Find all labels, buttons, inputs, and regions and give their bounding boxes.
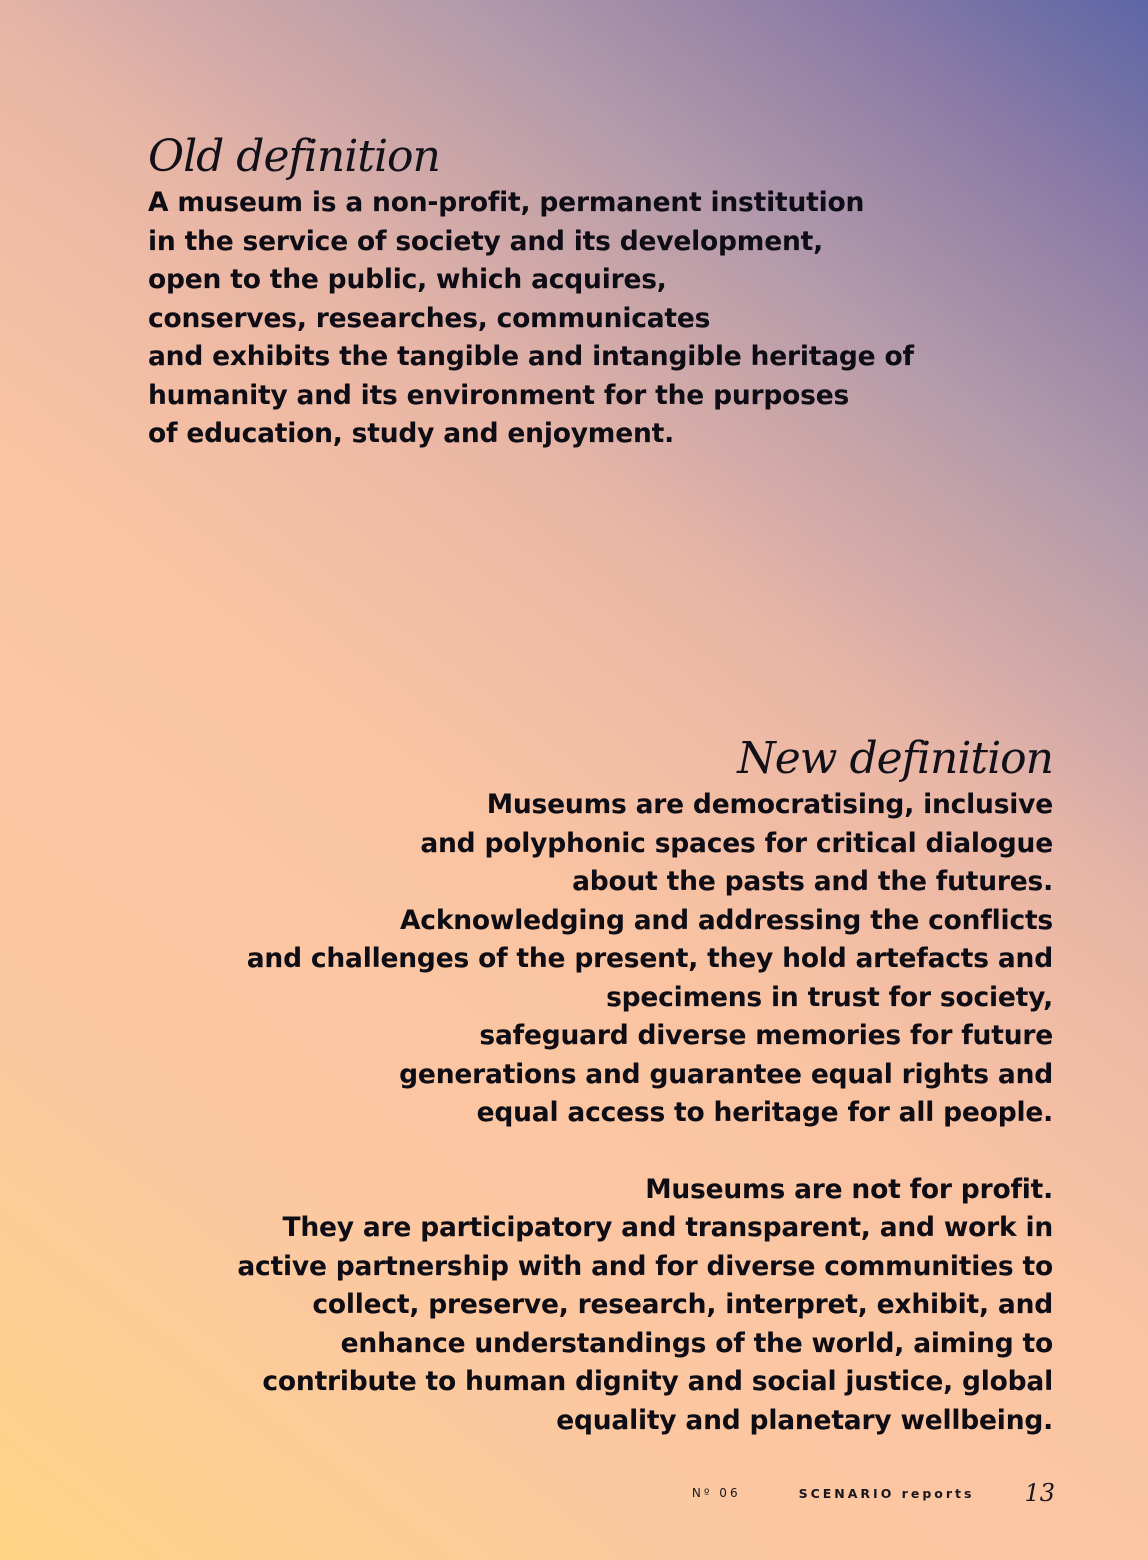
new-definition-line: generations and guarantee equal rights and: [399, 1058, 1053, 1090]
new-definition-heading: New definition: [737, 733, 1053, 784]
new-definition-line: Museums are democratising, inclusive: [486, 789, 1053, 820]
old-definition-heading: Old definition: [148, 131, 440, 182]
new-definition-line: contribute to human dignity and social justice, global: [262, 1366, 1053, 1397]
new-definition-line: specimens in trust for society,: [606, 981, 1053, 1013]
old-definition-text: [148, 184, 1048, 454]
page-number: 13: [1024, 1479, 1055, 1507]
new-definition-line: about the pasts and the futures.: [572, 866, 1053, 897]
old-definition-line: in the service of society and its development,: [148, 225, 823, 257]
old-definition-line: open to the public, which acquires,: [148, 264, 667, 295]
new-definition-paragraph-1: [93, 786, 1053, 1133]
new-definition-line: enhance understandings of the world, aiming to: [340, 1327, 1053, 1359]
new-definition-line: They are participatory and transparent, and work in: [282, 1212, 1053, 1243]
new-definition-line: equal access to heritage for all people.: [476, 1097, 1053, 1128]
new-definition-line: and polyphonic spaces for critical dialogue: [420, 827, 1053, 859]
publication-name: SCENARIO reports: [798, 1485, 975, 1501]
new-definition-line: active partnership with and for diverse communities to: [237, 1250, 1053, 1282]
new-definition-line: collect, preserve, research, interpret, exhibit, and: [312, 1289, 1053, 1320]
old-definition-line: A museum is a non-profit, permanent institution: [148, 187, 865, 218]
issue-number: Nº 06: [691, 1486, 741, 1500]
new-definition-paragraph-2: [93, 1171, 1053, 1441]
page-footer: [692, 1478, 1055, 1508]
old-definition-line: and exhibits the tangible and intangible heritage of: [148, 341, 914, 372]
new-definition-line: Acknowledging and addressing the conflicts: [400, 904, 1053, 936]
old-definition-line: conserves, researches, communicates: [148, 302, 711, 334]
new-definition-section: [93, 734, 1053, 1440]
old-definition-line: of education, study and enjoyment.: [148, 418, 674, 449]
new-definition-line: equality and planetary wellbeing.: [556, 1404, 1053, 1436]
old-definition-section: [148, 132, 1048, 454]
paragraph-spacer: [93, 1133, 1053, 1171]
new-definition-line: and challenges of the present, they hold artefacts and: [246, 943, 1053, 974]
old-definition-line: humanity and its environment for the purposes: [148, 379, 850, 411]
new-definition-line: safeguard diverse memories for future: [479, 1020, 1053, 1051]
new-definition-line: Museums are not for profit.: [645, 1173, 1053, 1205]
